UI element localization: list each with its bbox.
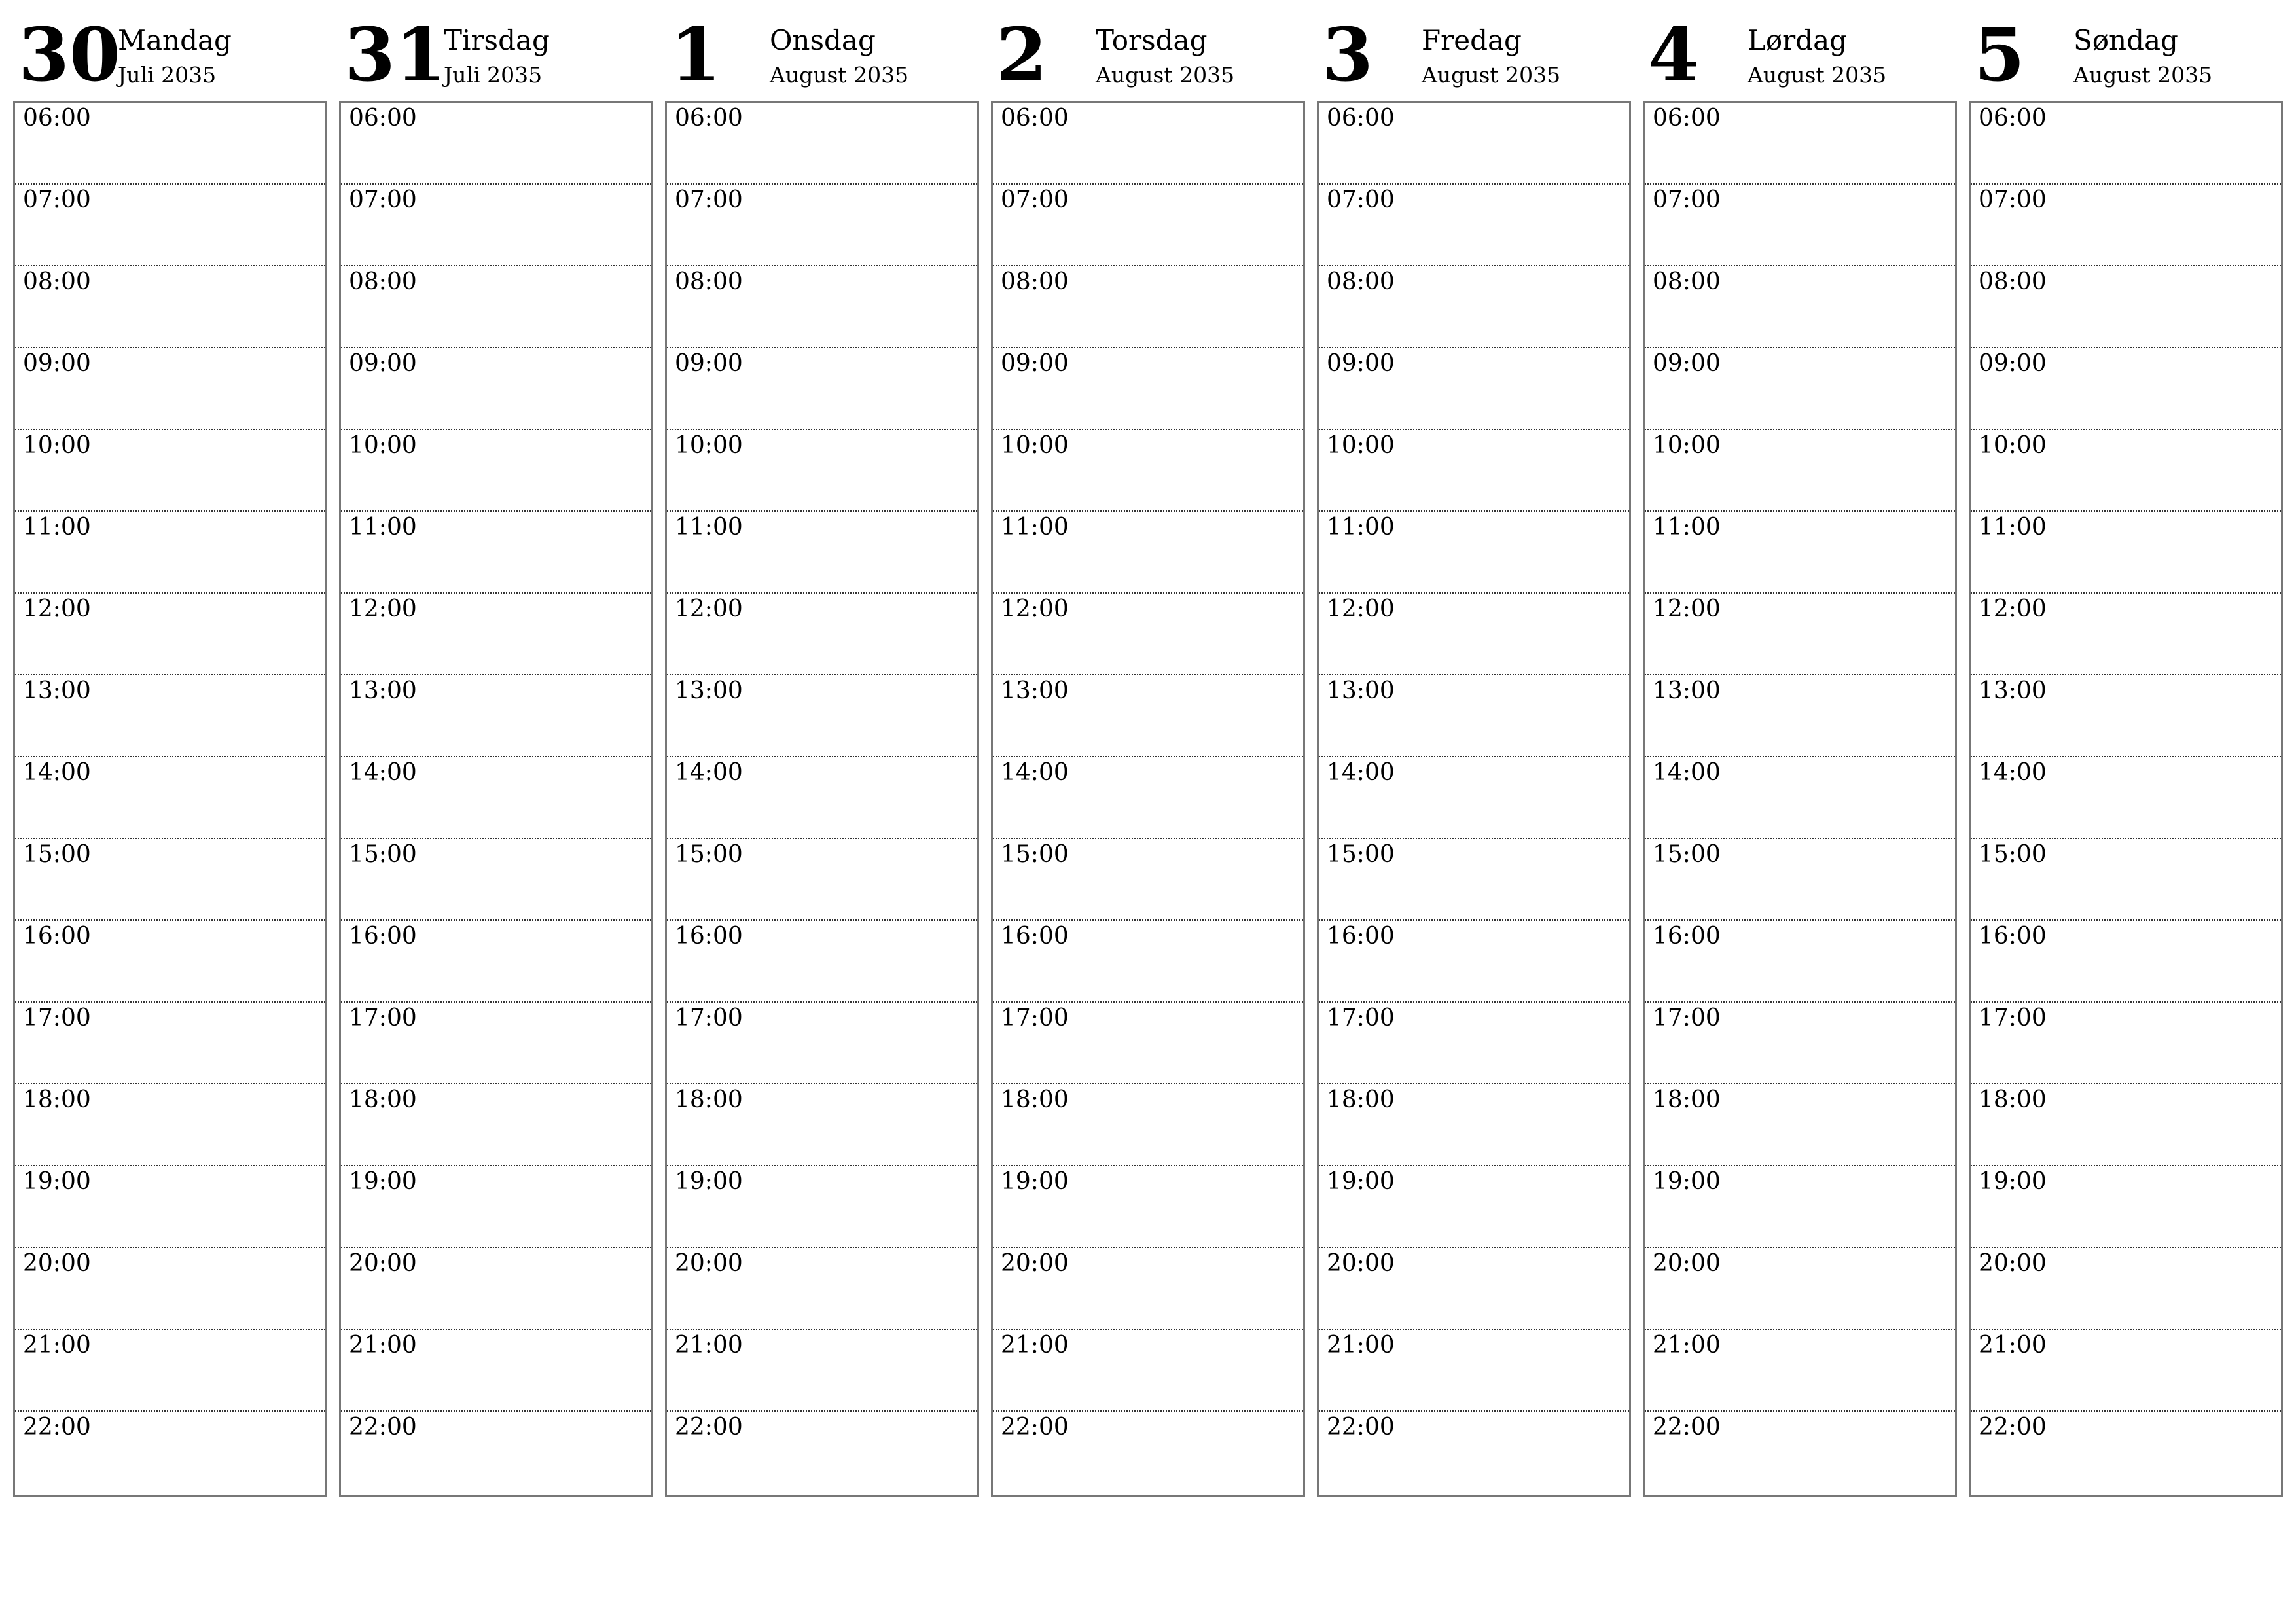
hour-slot[interactable]: [1971, 1330, 2281, 1412]
hour-label: 09:00: [1653, 350, 1721, 377]
hour-label: 12:00: [23, 596, 91, 622]
day-name: Lørdag: [1748, 24, 1848, 56]
hour-label: 13:00: [675, 677, 743, 704]
day-schedule-box: [665, 101, 979, 1497]
day-column: [1317, 0, 1630, 1440]
hour-slot[interactable]: [1319, 430, 1629, 512]
hour-slot[interactable]: [1645, 512, 1955, 594]
hour-slot[interactable]: [15, 185, 325, 266]
hour-slot[interactable]: [1971, 266, 2281, 348]
hour-slot[interactable]: [1319, 1084, 1629, 1166]
hour-slot[interactable]: [667, 921, 977, 1003]
hour-slot[interactable]: [667, 266, 977, 348]
hour-label: 21:00: [23, 1332, 91, 1359]
hour-slot[interactable]: [993, 348, 1303, 430]
hour-slot[interactable]: [993, 757, 1303, 839]
hour-label: 12:00: [1327, 596, 1395, 622]
hour-slot[interactable]: [15, 1330, 325, 1412]
hour-label: 10:00: [675, 432, 743, 459]
day-header: [665, 0, 978, 101]
hour-label: 10:00: [1327, 432, 1395, 459]
hour-label: 07:00: [1653, 187, 1721, 213]
day-name: Torsdag: [1096, 24, 1208, 56]
hour-slot[interactable]: [1645, 1330, 1955, 1412]
day-month: August 2035: [1422, 62, 1561, 88]
hour-label: 18:00: [1001, 1086, 1069, 1113]
hour-label: 11:00: [23, 514, 91, 541]
hour-label: 22:00: [1327, 1414, 1395, 1440]
hour-slot[interactable]: [1971, 1412, 2281, 1493]
hour-slot[interactable]: [1645, 1166, 1955, 1248]
hour-label: 11:00: [1001, 514, 1069, 541]
hour-slot[interactable]: [993, 594, 1303, 675]
hour-slot[interactable]: [993, 1330, 1303, 1412]
hour-slot[interactable]: [667, 839, 977, 921]
hour-slot[interactable]: [1971, 1166, 2281, 1248]
hour-label: 16:00: [1001, 923, 1069, 950]
hour-label: 08:00: [675, 268, 743, 295]
day-name: Onsdag: [770, 24, 876, 56]
hour-slot[interactable]: [341, 512, 651, 594]
hour-label: 08:00: [23, 268, 91, 295]
hour-slot[interactable]: [15, 103, 325, 185]
hour-label: 13:00: [23, 677, 91, 704]
hour-slot[interactable]: [1319, 1003, 1629, 1084]
hour-label: 08:00: [1653, 268, 1721, 295]
hour-label: 09:00: [349, 350, 417, 377]
day-month: Juli 2035: [118, 62, 217, 88]
hour-slot[interactable]: [341, 757, 651, 839]
day-header: [1317, 0, 1630, 101]
hour-slot[interactable]: [993, 675, 1303, 757]
day-column: [665, 0, 978, 1440]
hour-label: 09:00: [1979, 350, 2047, 377]
hour-slot[interactable]: [1319, 921, 1629, 1003]
hour-slot[interactable]: [1971, 1084, 2281, 1166]
hour-label: 13:00: [1001, 677, 1069, 704]
day-schedule-box: [991, 101, 1305, 1497]
hour-slot[interactable]: [15, 921, 325, 1003]
hour-label: 17:00: [1327, 1005, 1395, 1031]
hour-label: 19:00: [349, 1168, 417, 1195]
hour-label: 07:00: [23, 187, 91, 213]
hour-slot[interactable]: [341, 675, 651, 757]
hour-slot[interactable]: [1971, 103, 2281, 185]
hour-slot[interactable]: [667, 512, 977, 594]
hour-slot[interactable]: [1319, 757, 1629, 839]
hour-slot[interactable]: [667, 1248, 977, 1330]
hour-label: 20:00: [1653, 1250, 1721, 1277]
day-header: [1643, 0, 1956, 101]
hour-label: 20:00: [23, 1250, 91, 1277]
hour-label: 17:00: [349, 1005, 417, 1031]
hour-slot[interactable]: [15, 757, 325, 839]
hour-label: 08:00: [1327, 268, 1395, 295]
hour-label: 22:00: [1001, 1414, 1069, 1440]
hour-slot[interactable]: [667, 430, 977, 512]
hour-slot[interactable]: [1971, 757, 2281, 839]
hour-slot[interactable]: [1319, 1248, 1629, 1330]
day-month: Juli 2035: [444, 62, 543, 88]
hour-slot[interactable]: [341, 1166, 651, 1248]
hour-slot[interactable]: [667, 103, 977, 185]
day-column: [991, 0, 1304, 1440]
hour-slot[interactable]: [1971, 348, 2281, 430]
day-column: [1643, 0, 1956, 1440]
day-number: 3: [1322, 12, 1373, 98]
day-name: Tirsdag: [444, 24, 550, 56]
day-header: [1969, 0, 2282, 101]
hour-slot[interactable]: [1319, 1330, 1629, 1412]
day-name: Mandag: [118, 24, 232, 56]
hour-label: 14:00: [675, 759, 743, 786]
hour-slot[interactable]: [341, 348, 651, 430]
hour-slot[interactable]: [341, 1003, 651, 1084]
day-header: [991, 0, 1304, 101]
hour-label: 14:00: [23, 759, 91, 786]
day-header: [339, 0, 652, 101]
hour-slot[interactable]: [15, 348, 325, 430]
hour-slot[interactable]: [341, 266, 651, 348]
hour-slot[interactable]: [1319, 675, 1629, 757]
hour-slot[interactable]: [1645, 1412, 1955, 1493]
hour-label: 20:00: [349, 1250, 417, 1277]
hour-label: 10:00: [1653, 432, 1721, 459]
day-month: August 2035: [770, 62, 909, 88]
hour-label: 13:00: [349, 677, 417, 704]
hour-slot[interactable]: [1319, 185, 1629, 266]
day-name: Søndag: [2073, 24, 2178, 56]
hour-label: 21:00: [1001, 1332, 1069, 1359]
hour-label: 19:00: [1327, 1168, 1395, 1195]
hour-slot[interactable]: [993, 839, 1303, 921]
hour-slot[interactable]: [667, 1003, 977, 1084]
hour-label: 10:00: [1001, 432, 1069, 459]
hour-slot[interactable]: [993, 921, 1303, 1003]
hour-label: 20:00: [1001, 1250, 1069, 1277]
hour-slot[interactable]: [993, 430, 1303, 512]
hour-label: 07:00: [1979, 187, 2047, 213]
hour-slot[interactable]: [1971, 1248, 2281, 1330]
hour-slot[interactable]: [15, 675, 325, 757]
hour-label: 14:00: [349, 759, 417, 786]
hour-label: 16:00: [1979, 923, 2047, 950]
hour-label: 12:00: [1653, 596, 1721, 622]
hour-slot[interactable]: [1645, 185, 1955, 266]
hour-slot[interactable]: [341, 185, 651, 266]
hour-label: 11:00: [1979, 514, 2047, 541]
hour-label: 15:00: [349, 841, 417, 868]
hour-label: 09:00: [1327, 350, 1395, 377]
hour-slot[interactable]: [15, 1003, 325, 1084]
hour-label: 16:00: [1327, 923, 1395, 950]
hour-label: 12:00: [349, 596, 417, 622]
hour-label: 08:00: [1001, 268, 1069, 295]
hour-slot[interactable]: [1645, 430, 1955, 512]
hour-label: 06:00: [675, 105, 743, 132]
hour-slot[interactable]: [15, 512, 325, 594]
hour-slot[interactable]: [1645, 1003, 1955, 1084]
hour-label: 15:00: [1001, 841, 1069, 868]
hour-label: 17:00: [1979, 1005, 2047, 1031]
hour-label: 08:00: [1979, 268, 2047, 295]
hour-label: 19:00: [1653, 1168, 1721, 1195]
hour-slot[interactable]: [341, 921, 651, 1003]
day-schedule-box: [13, 101, 327, 1497]
hour-label: 19:00: [23, 1168, 91, 1195]
hour-label: 06:00: [23, 105, 91, 132]
hour-label: 20:00: [675, 1250, 743, 1277]
day-header: [13, 0, 326, 101]
hour-label: 16:00: [1653, 923, 1721, 950]
hour-label: 15:00: [1327, 841, 1395, 868]
hour-label: 08:00: [349, 268, 417, 295]
hour-slot[interactable]: [667, 594, 977, 675]
hour-slot[interactable]: [341, 839, 651, 921]
day-number: 30: [18, 12, 120, 98]
hour-label: 14:00: [1001, 759, 1069, 786]
hour-slot[interactable]: [1319, 103, 1629, 185]
hour-label: 15:00: [1653, 841, 1721, 868]
hour-slot[interactable]: [993, 512, 1303, 594]
hour-label: 06:00: [349, 105, 417, 132]
hour-slot[interactable]: [1645, 348, 1955, 430]
hour-label: 18:00: [23, 1086, 91, 1113]
hour-slot[interactable]: [667, 185, 977, 266]
day-name: Fredag: [1422, 24, 1522, 56]
hour-slot[interactable]: [341, 594, 651, 675]
hour-label: 13:00: [1979, 677, 2047, 704]
hour-label: 07:00: [675, 187, 743, 213]
hour-label: 12:00: [675, 596, 743, 622]
hour-slot[interactable]: [667, 1084, 977, 1166]
hour-label: 10:00: [349, 432, 417, 459]
hour-slot[interactable]: [15, 1248, 325, 1330]
hour-slot[interactable]: [667, 757, 977, 839]
hour-slot[interactable]: [15, 1084, 325, 1166]
hour-slot[interactable]: [1319, 512, 1629, 594]
day-number: 31: [344, 12, 446, 98]
hour-slot[interactable]: [15, 839, 325, 921]
weekly-planner: [13, 0, 2292, 1623]
hour-slot[interactable]: [341, 1248, 651, 1330]
hour-slot[interactable]: [1319, 1412, 1629, 1493]
hour-slot[interactable]: [993, 1412, 1303, 1493]
hour-slot[interactable]: [993, 1003, 1303, 1084]
hour-slot[interactable]: [1319, 594, 1629, 675]
hour-slot[interactable]: [1971, 185, 2281, 266]
hour-slot[interactable]: [1971, 594, 2281, 675]
day-number: 4: [1648, 12, 1699, 98]
hour-slot[interactable]: [341, 1330, 651, 1412]
day-month: August 2035: [2073, 62, 2213, 88]
hour-label: 14:00: [1327, 759, 1395, 786]
hour-label: 07:00: [349, 187, 417, 213]
hour-slot[interactable]: [15, 430, 325, 512]
hour-label: 13:00: [1327, 677, 1395, 704]
hour-label: 15:00: [675, 841, 743, 868]
hour-slot[interactable]: [667, 348, 977, 430]
hour-label: 21:00: [1653, 1332, 1721, 1359]
hour-slot[interactable]: [1645, 839, 1955, 921]
hour-slot[interactable]: [341, 103, 651, 185]
hour-label: 06:00: [1653, 105, 1721, 132]
hour-label: 10:00: [1979, 432, 2047, 459]
hour-label: 19:00: [675, 1168, 743, 1195]
hour-slot[interactable]: [1971, 921, 2281, 1003]
hour-label: 14:00: [1979, 759, 2047, 786]
hour-label: 06:00: [1979, 105, 2047, 132]
hour-slot[interactable]: [341, 1412, 651, 1493]
hour-slot[interactable]: [1971, 1003, 2281, 1084]
hour-label: 13:00: [1653, 677, 1721, 704]
hour-label: 14:00: [1653, 759, 1721, 786]
hour-label: 15:00: [1979, 841, 2047, 868]
hour-label: 10:00: [23, 432, 91, 459]
hour-slot[interactable]: [1645, 594, 1955, 675]
hour-slot[interactable]: [15, 266, 325, 348]
hour-slot[interactable]: [1971, 675, 2281, 757]
hour-label: 12:00: [1979, 596, 2047, 622]
day-month: August 2035: [1096, 62, 1235, 88]
hour-slot[interactable]: [1319, 1166, 1629, 1248]
hour-slot[interactable]: [993, 185, 1303, 266]
hour-label: 21:00: [1979, 1332, 2047, 1359]
hour-slot[interactable]: [341, 430, 651, 512]
hour-label: 19:00: [1001, 1168, 1069, 1195]
hour-slot[interactable]: [993, 1166, 1303, 1248]
hour-label: 20:00: [1327, 1250, 1395, 1277]
hour-label: 18:00: [1653, 1086, 1721, 1113]
hour-label: 16:00: [675, 923, 743, 950]
hour-slot[interactable]: [1645, 757, 1955, 839]
hour-slot[interactable]: [667, 1412, 977, 1493]
day-schedule-box: [339, 101, 653, 1497]
hour-label: 21:00: [1327, 1332, 1395, 1359]
hour-slot[interactable]: [1319, 266, 1629, 348]
hour-label: 17:00: [23, 1005, 91, 1031]
hour-slot[interactable]: [15, 594, 325, 675]
hour-slot[interactable]: [341, 1084, 651, 1166]
day-schedule-box: [1643, 101, 1957, 1497]
hour-label: 22:00: [1979, 1414, 2047, 1440]
day-number: 5: [1974, 12, 2025, 98]
hour-label: 21:00: [349, 1332, 417, 1359]
hour-slot[interactable]: [993, 1248, 1303, 1330]
hour-slot[interactable]: [15, 1412, 325, 1493]
hour-label: 16:00: [349, 923, 417, 950]
hour-slot[interactable]: [993, 103, 1303, 185]
hour-label: 22:00: [1653, 1414, 1721, 1440]
hour-label: 11:00: [1653, 514, 1721, 541]
hour-slot[interactable]: [1645, 921, 1955, 1003]
hour-label: 06:00: [1001, 105, 1069, 132]
hour-label: 17:00: [1001, 1005, 1069, 1031]
hour-slot[interactable]: [1645, 266, 1955, 348]
hour-slot[interactable]: [1645, 1084, 1955, 1166]
hour-slot[interactable]: [993, 1084, 1303, 1166]
hour-label: 20:00: [1979, 1250, 2047, 1277]
hour-label: 17:00: [1653, 1005, 1721, 1031]
hour-slot[interactable]: [1971, 430, 2281, 512]
day-column: [13, 0, 326, 1440]
hour-label: 18:00: [675, 1086, 743, 1113]
hour-label: 15:00: [23, 841, 91, 868]
hour-label: 21:00: [675, 1332, 743, 1359]
hour-label: 18:00: [1979, 1086, 2047, 1113]
hour-label: 09:00: [675, 350, 743, 377]
hour-label: 12:00: [1001, 596, 1069, 622]
day-number: 1: [670, 12, 721, 98]
day-column: [339, 0, 652, 1440]
hour-label: 16:00: [23, 923, 91, 950]
hour-label: 18:00: [1327, 1086, 1395, 1113]
hour-label: 18:00: [349, 1086, 417, 1113]
hour-slot[interactable]: [1319, 839, 1629, 921]
hour-slot[interactable]: [1645, 675, 1955, 757]
hour-label: 09:00: [1001, 350, 1069, 377]
hour-slot[interactable]: [1971, 512, 2281, 594]
hour-slot[interactable]: [993, 266, 1303, 348]
hour-slot[interactable]: [1645, 103, 1955, 185]
hour-slot[interactable]: [667, 1166, 977, 1248]
hour-label: 11:00: [1327, 514, 1395, 541]
day-schedule-box: [1969, 101, 2283, 1497]
hour-slot[interactable]: [1645, 1248, 1955, 1330]
hour-label: 22:00: [23, 1414, 91, 1440]
hour-label: 22:00: [349, 1414, 417, 1440]
hour-slot[interactable]: [1319, 348, 1629, 430]
hour-label: 07:00: [1001, 187, 1069, 213]
hour-label: 17:00: [675, 1005, 743, 1031]
hour-label: 06:00: [1327, 105, 1395, 132]
hour-slot[interactable]: [15, 1166, 325, 1248]
day-schedule-box: [1317, 101, 1631, 1497]
hour-label: 11:00: [349, 514, 417, 541]
hour-label: 07:00: [1327, 187, 1395, 213]
day-month: August 2035: [1748, 62, 1887, 88]
hour-slot[interactable]: [667, 1330, 977, 1412]
day-number: 2: [996, 12, 1047, 98]
hour-label: 22:00: [675, 1414, 743, 1440]
hour-slot[interactable]: [667, 675, 977, 757]
hour-label: 19:00: [1979, 1168, 2047, 1195]
day-column: [1969, 0, 2282, 1440]
hour-label: 09:00: [23, 350, 91, 377]
hour-slot[interactable]: [1971, 839, 2281, 921]
hour-label: 11:00: [675, 514, 743, 541]
